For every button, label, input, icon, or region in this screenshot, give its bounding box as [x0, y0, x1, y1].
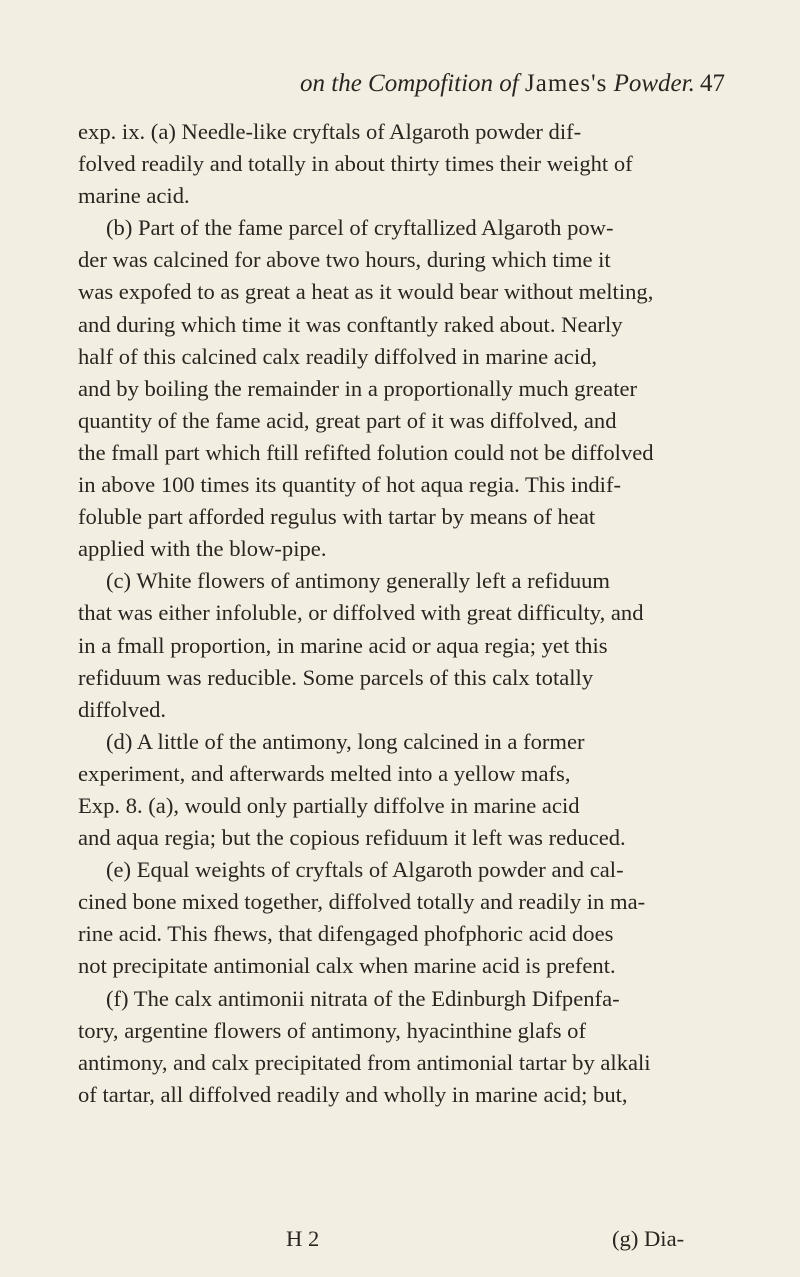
text-line: diffolved. [78, 696, 167, 722]
text-line: foluble part afforded regulus with tartar by means of heat [78, 504, 596, 530]
text-line: the fmall part which ftill refifted folution could not be diffolved [78, 439, 654, 465]
text-line: marine acid. [78, 183, 190, 209]
text-line: that was either infoluble, or diffolved with great difficulty, and [78, 600, 644, 626]
text-line: (b) Part of the fame parcel of cryftallized Algaroth pow- [106, 215, 614, 241]
text-line: half of this calcined calx readily diffolved in marine acid, [78, 343, 598, 369]
text-line: antimony, and calx precipitated from antimonial tartar by alkali [78, 1049, 651, 1075]
text-line: (f) The calx antimonii nitrata of the Edinburgh Difpenfa- [106, 985, 620, 1011]
text-line: and aqua regia; but the copious refiduum it left was reduced. [78, 825, 626, 851]
text-line: in above 100 times its quantity of hot aqua regia. This indif- [78, 472, 621, 498]
text-line: rine acid. This fhews, that difengaged phofphoric acid does [78, 921, 614, 947]
text-line: of tartar, all diffolved readily and wholly in marine acid; but, [78, 1081, 628, 1107]
text-line: in a fmall proportion, in marine acid or aqua regia; yet this [78, 632, 608, 658]
running-title-name: James's [525, 70, 608, 97]
text-line: folved readily and totally in about thirty times their weight of [78, 151, 633, 177]
running-title-prefix: on the Compofition of [300, 70, 525, 97]
text-line: exp. ix. (a) Needle-like cryftals of Algaroth powder dif- [78, 119, 582, 144]
text-line: tory, argentine flowers of antimony, hyacinthine glafs of [78, 1017, 587, 1043]
catchword: (g) Dia- [612, 1226, 685, 1251]
text-line: Exp. 8. (a), would only partially diffolve in marine acid [78, 792, 580, 818]
text-line: was expofed to as great a heat as it would bear without melting, [78, 279, 654, 305]
text-line: quantity of the fame acid, great part of it was diffolved, and [78, 407, 617, 433]
text-line: and by boiling the remainder in a proportionally much greater [78, 375, 638, 401]
page-number: 47 [700, 70, 725, 97]
text-line: (e) Equal weights of cryftals of Algaroth powder and cal- [106, 857, 624, 883]
text-line: experiment, and afterwards melted into a yellow mafs, [78, 760, 571, 786]
signature-mark: H 2 [286, 1226, 320, 1251]
text-line: applied with the blow-pipe. [78, 536, 327, 562]
text-line: der was calcined for above two hours, during which time it [78, 247, 611, 273]
page-footer [0, 1226, 800, 1260]
running-title [300, 70, 695, 98]
text-line: cined bone mixed together, diffolved totally and readily in ma- [78, 889, 646, 915]
text-line: not precipitate antimonial calx when marine acid is prefent. [78, 953, 616, 979]
text-line: refiduum was reducible. Some parcels of this calx totally [78, 664, 594, 690]
text-line: (c) White flowers of antimony generally left a refiduum [106, 568, 610, 594]
text-line: and during which time it was conftantly raked about. Nearly [78, 311, 623, 337]
text-line: (d) A little of the antimony, long calcined in a former [106, 728, 585, 754]
running-title-suffix: Powder. [607, 70, 695, 97]
running-header [0, 70, 800, 110]
body-text [78, 116, 723, 1111]
